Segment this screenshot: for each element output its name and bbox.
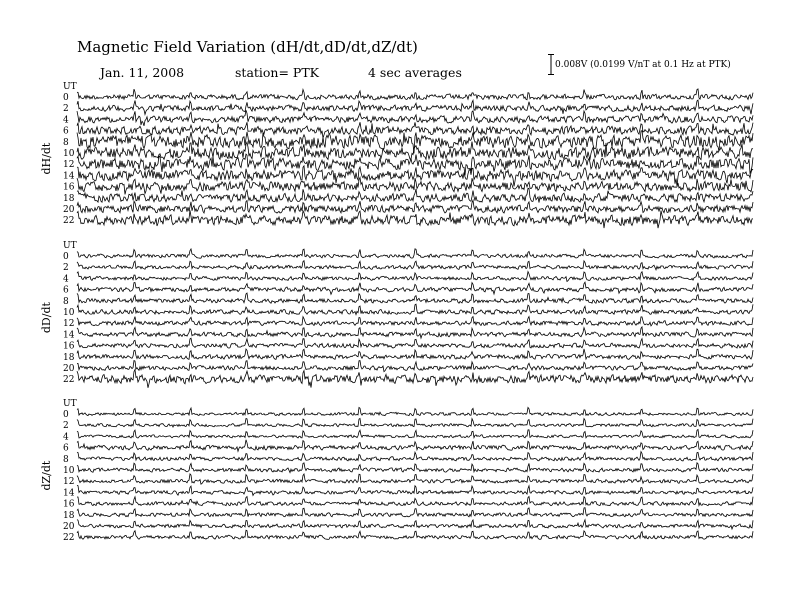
station-label: station= PTK [235,65,320,80]
hour-label: 12 [63,319,75,330]
trace-line [77,497,753,506]
trace-line [77,188,753,202]
chart-title: Magnetic Field Variation (dH/dt,dD/dt,dZ/dt) [77,38,418,56]
panel-ylabel: dD/dt [40,302,53,334]
trace-line [77,474,753,484]
hour-label: 14 [63,488,75,499]
hour-label: 10 [63,149,75,159]
trace-line [77,370,753,388]
trace-line [77,520,753,529]
hour-label: 14 [63,330,75,341]
hour-label: 10 [63,466,75,476]
hour-label: 8 [63,296,69,307]
trace-line [77,100,753,114]
trace-line [77,327,753,338]
panel-ylabel: dH/dt [40,142,53,175]
hour-label: 8 [63,454,69,465]
ut-label: UT [63,241,77,251]
hour-label: 20 [63,205,75,215]
trace-line [77,485,753,495]
hour-label: 2 [63,104,69,115]
hour-label: 10 [63,308,75,318]
hour-label: 12 [63,477,75,488]
hour-label: 18 [63,193,75,204]
hour-label: 6 [63,443,69,454]
hour-label: 2 [63,263,69,274]
hour-label: 16 [63,499,75,510]
scale-label: 0.008V (0.0199 V/nT at 0.1 Hz at PTK) [555,60,731,70]
trace-line [77,349,753,359]
hour-label: 4 [63,432,69,443]
trace-line [77,452,753,461]
hour-label: 20 [63,364,75,374]
trace-line [77,142,753,160]
trace-line [77,430,753,439]
panel-ylabel: dZ/dt [40,460,53,491]
hour-label: 12 [63,160,75,171]
hour-label: 20 [63,522,75,532]
date-label: Jan. 11, 2008 [100,65,185,80]
trace-line [77,282,753,294]
trace-line [77,261,753,270]
trace-line [77,418,753,427]
hour-label: 4 [63,274,69,285]
hour-label: 16 [63,341,75,352]
trace-line [77,408,753,416]
hour-label: 2 [63,421,69,432]
trace-line [77,304,753,314]
hour-label: 0 [63,252,69,262]
trace-line [77,508,753,517]
hour-label: 14 [63,171,75,182]
hour-label: 0 [63,410,69,420]
hour-label: 18 [63,510,75,521]
trace-line [77,338,753,348]
trace-line [77,272,753,282]
hour-label: 22 [63,216,75,227]
ut-label: UT [63,399,77,409]
hour-label: 22 [63,533,75,544]
trace-line [77,317,753,326]
trace-line [77,89,753,100]
hour-label: 4 [63,115,69,126]
hour-label: 16 [63,182,75,193]
trace-line [77,210,753,228]
trace-line [77,361,753,372]
hour-label: 22 [63,375,75,386]
hour-label: 6 [63,285,69,296]
hour-label: 6 [63,126,69,137]
trace-line [77,463,753,473]
trace-line [77,249,753,258]
hour-label: 18 [63,352,75,363]
hour-label: 8 [63,137,69,148]
hour-label: 0 [63,93,69,103]
ut-label: UT [63,82,77,92]
trace-line [77,293,753,303]
trace-line [77,200,753,213]
trace-line [77,166,753,187]
trace-line [77,440,753,452]
averaging-label: 4 sec averages [368,65,462,80]
trace-line [77,530,753,539]
